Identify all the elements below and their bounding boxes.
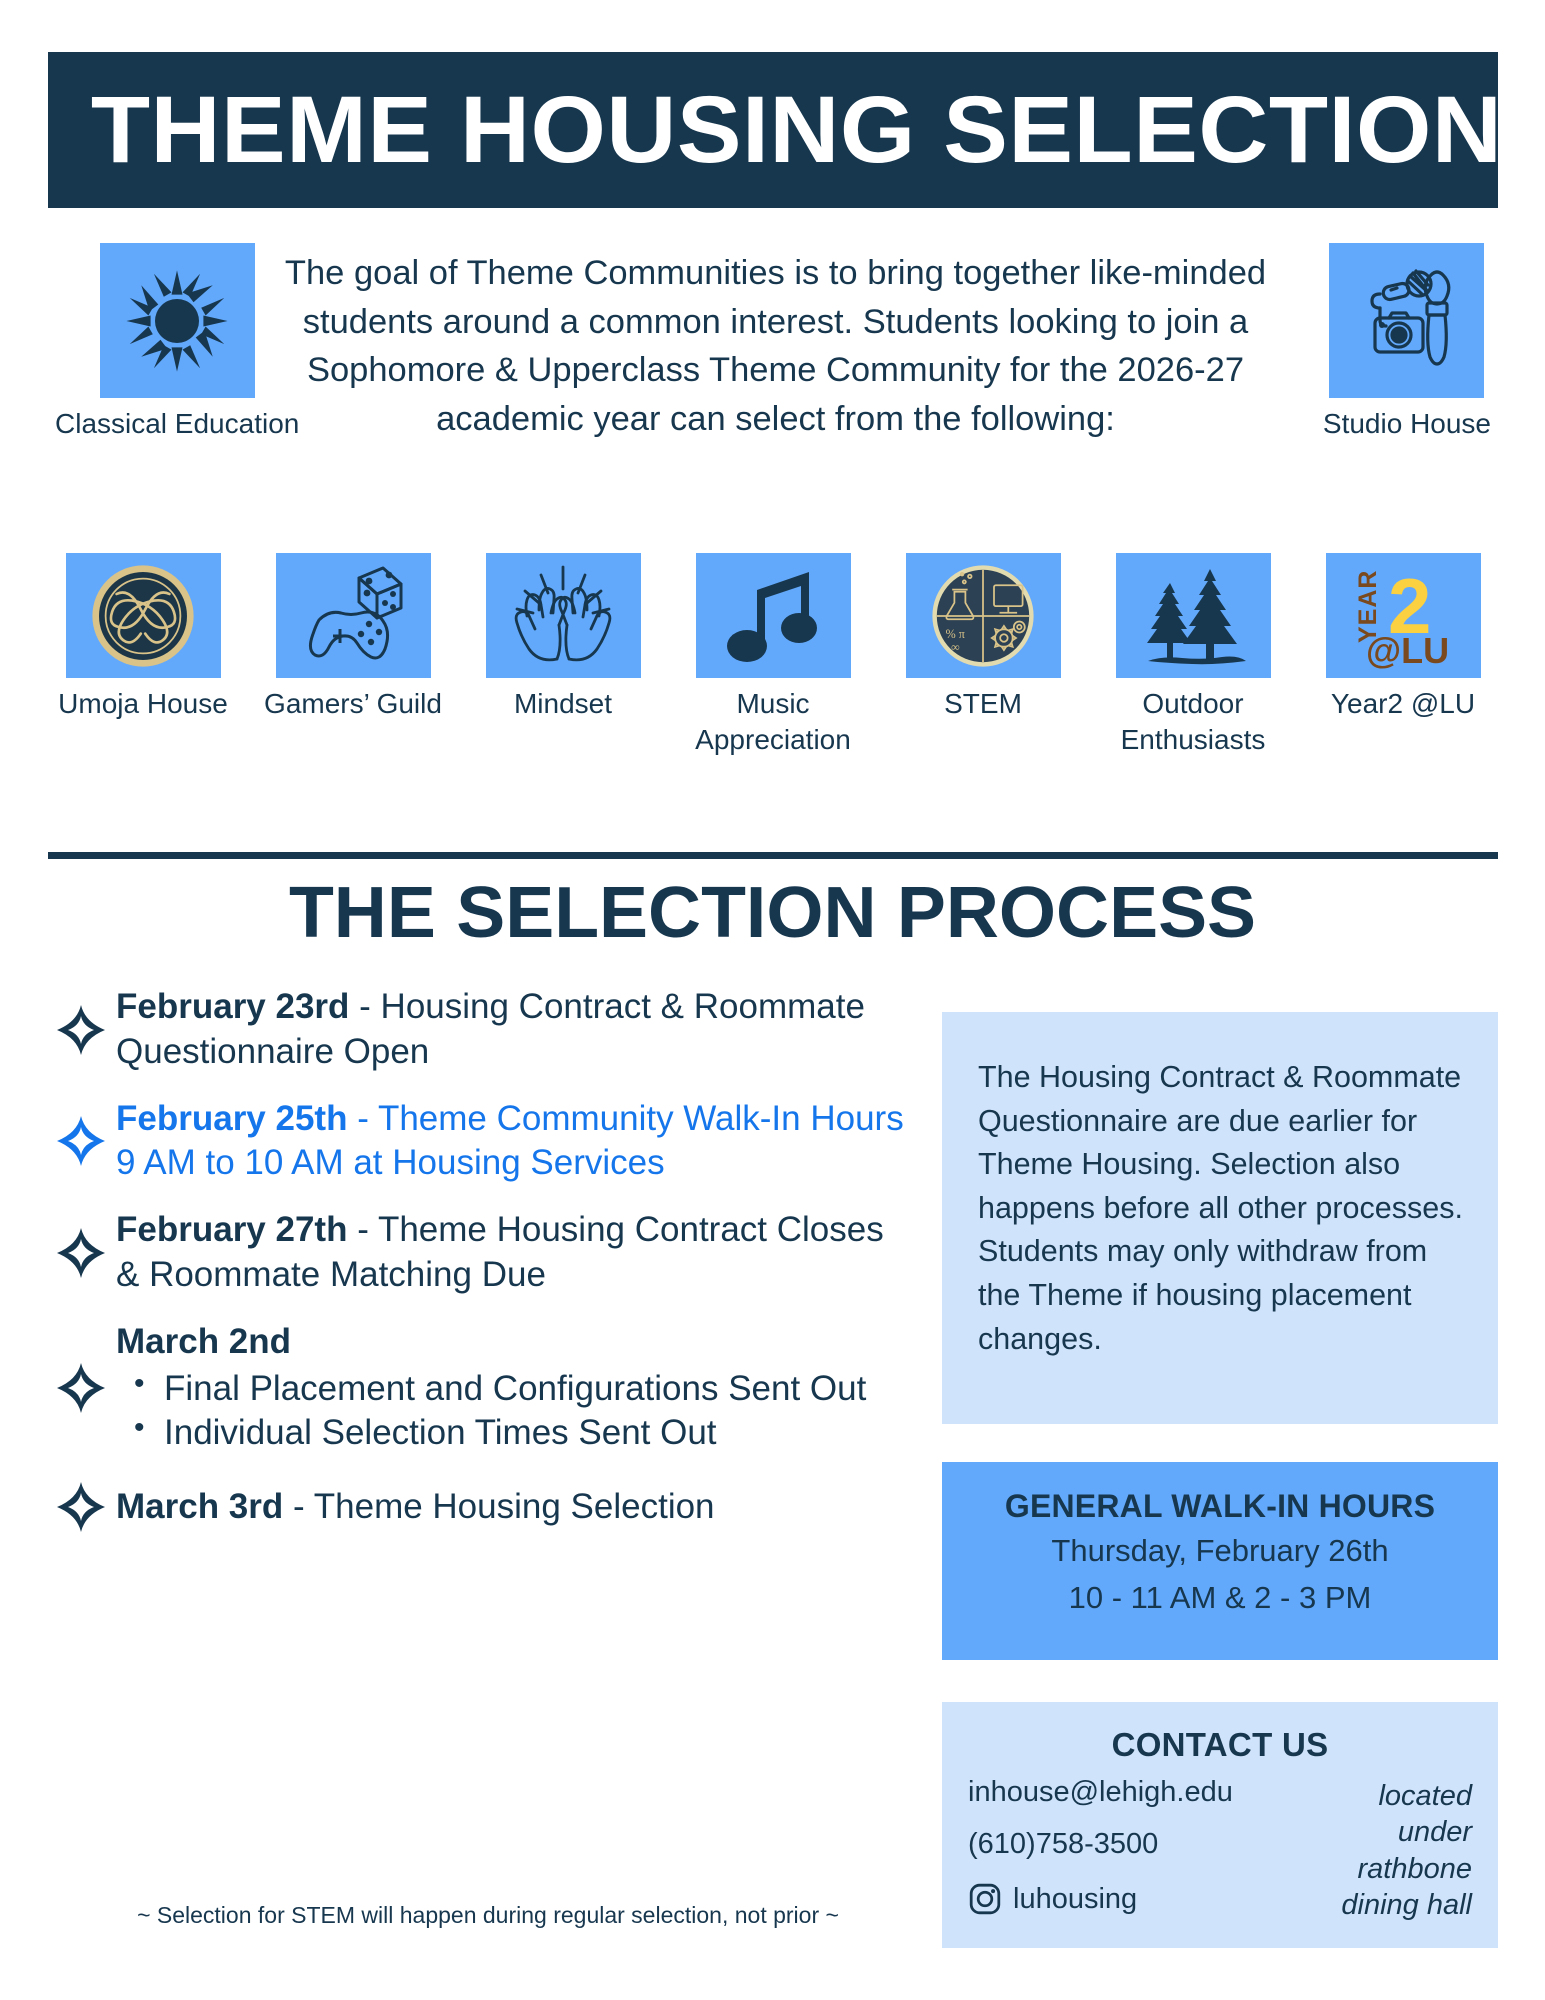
dice-gamepad-icon bbox=[276, 553, 431, 678]
theme-label: Gamers’ Guild bbox=[264, 688, 442, 719]
theme-stem[interactable] bbox=[888, 553, 1078, 758]
timeline-item[interactable] bbox=[52, 1320, 912, 1456]
theme-label: Music Appreciation bbox=[695, 688, 851, 755]
theme-year2-at-lu[interactable] bbox=[1308, 553, 1498, 758]
theme-music-appreciation[interactable] bbox=[678, 553, 868, 758]
theme-label: Outdoor Enthusiasts bbox=[1120, 688, 1266, 755]
theme-icons-row bbox=[48, 553, 1498, 758]
pine-trees-icon bbox=[1116, 553, 1271, 678]
timeline-item[interactable] bbox=[52, 1208, 912, 1298]
contact-location: located under rathbone dining hall bbox=[1341, 1780, 1472, 1921]
svg-text:%: % bbox=[945, 626, 956, 641]
header-banner bbox=[48, 52, 1503, 208]
instagram-icon bbox=[968, 1882, 1002, 1916]
sun-icon bbox=[100, 243, 255, 398]
open-hands-icon bbox=[486, 553, 641, 678]
contact-heading: CONTACT US bbox=[1111, 1726, 1329, 1763]
year2-at-lu-logo-icon bbox=[1326, 553, 1481, 678]
timeline-item[interactable] bbox=[52, 985, 912, 1075]
section-title: THE SELECTION PROCESS bbox=[288, 873, 1257, 953]
timeline-date: March 2nd bbox=[116, 1321, 292, 1361]
walkin-times: 10 - 11 AM & 2 - 3 PM bbox=[1068, 1579, 1372, 1615]
theme-label: STEM bbox=[944, 688, 1022, 719]
theme-studio-house[interactable] bbox=[1323, 243, 1491, 442]
theme-classical-education[interactable] bbox=[55, 243, 299, 442]
stem-quadrant-emblem-icon bbox=[906, 553, 1061, 678]
timeline-desc: - Theme Community Walk-In Hours 9 AM to 10 AM at Housing Services bbox=[116, 1098, 904, 1183]
theme-label: Umoja House bbox=[58, 688, 228, 719]
timeline-date: March 3rd bbox=[116, 1486, 284, 1526]
theme-label: Studio House bbox=[1322, 408, 1491, 439]
note-text: The Housing Contract & Roommate Questionnaire are due earlier for Theme Housing. Selection also happens before all other processes. Students may only withdraw from the Theme if housing placement changes. bbox=[978, 1060, 1463, 1356]
theme-label: Mindset bbox=[513, 688, 613, 719]
diamond-bullet-icon bbox=[52, 1478, 110, 1536]
diamond-bullet-icon bbox=[52, 1112, 110, 1170]
theme-mindset[interactable] bbox=[468, 553, 658, 758]
logo-year-text: YEAR bbox=[1354, 569, 1382, 643]
general-walkin-hours-panel bbox=[942, 1462, 1498, 1660]
contact-phone[interactable] bbox=[968, 1830, 1300, 1859]
umoja-knot-emblem-icon bbox=[66, 553, 221, 678]
timeline-desc: - Theme Housing Contract Closes & Roommate Matching Due bbox=[116, 1210, 884, 1294]
logo-atlu-text: @LU bbox=[1366, 629, 1450, 671]
theme-outdoor-enthusiasts[interactable] bbox=[1098, 553, 1288, 758]
selection-process-timeline bbox=[52, 985, 912, 1558]
walkin-heading: GENERAL WALK-IN HOURS bbox=[1004, 1488, 1436, 1524]
contact-phone-text: (610)758-3500 bbox=[968, 1828, 1159, 1860]
contact-instagram[interactable] bbox=[968, 1882, 1300, 1916]
contact-email-text: inhouse@lehigh.edu bbox=[968, 1776, 1233, 1808]
section-divider bbox=[48, 852, 1498, 859]
microphone-camera-paintbrush-icon bbox=[1329, 243, 1484, 398]
contact-email[interactable] bbox=[968, 1778, 1300, 1807]
intro-paragraph: The goal of Theme Communities is to bring together like-minded students around a common interest. Students looking to join a Sophomore & Upperclass Theme Community for the 2026-27 academic year can select from the following: bbox=[284, 254, 1267, 438]
logo-two-text: 2 bbox=[1388, 561, 1432, 650]
timeline-date: February 27th bbox=[116, 1210, 348, 1250]
diamond-bullet-icon bbox=[52, 1359, 110, 1417]
timeline-item[interactable] bbox=[52, 1478, 912, 1536]
intro-row bbox=[48, 243, 1498, 508]
theme-label: Year2 @LU bbox=[1330, 688, 1476, 719]
svg-text:∞: ∞ bbox=[951, 639, 960, 654]
svg-text:π: π bbox=[958, 626, 965, 641]
music-note-icon bbox=[696, 553, 851, 678]
diamond-bullet-icon bbox=[52, 1224, 110, 1282]
timeline-sublist bbox=[116, 1367, 912, 1457]
theme-label: Classical Education bbox=[55, 408, 300, 439]
timeline-date: February 23rd bbox=[116, 987, 350, 1026]
note-panel bbox=[942, 1012, 1498, 1424]
list-item: • Final Placement and Configurations Sent Out bbox=[116, 1367, 912, 1412]
page-title: THEME HOUSING SELECTION bbox=[90, 76, 1503, 183]
stem-footnote: ~ Selection for STEM will happen during regular selection, not prior ~ bbox=[137, 1902, 839, 1928]
theme-gamers-guild[interactable] bbox=[258, 553, 448, 758]
list-item: • Individual Selection Times Sent Out bbox=[116, 1411, 912, 1456]
theme-umoja-house[interactable] bbox=[48, 553, 238, 758]
timeline-date: February 25th bbox=[116, 1098, 348, 1138]
diamond-bullet-icon bbox=[52, 1001, 110, 1059]
timeline-item[interactable] bbox=[52, 1097, 912, 1187]
timeline-desc: - Theme Housing Selection bbox=[283, 1486, 715, 1526]
walkin-date: Thursday, February 26th bbox=[1051, 1533, 1389, 1568]
contact-panel bbox=[942, 1702, 1498, 1948]
timeline-desc: - Housing Contract & Roommate Questionnaire Open bbox=[116, 987, 865, 1071]
instagram-handle: luhousing bbox=[1013, 1882, 1138, 1915]
